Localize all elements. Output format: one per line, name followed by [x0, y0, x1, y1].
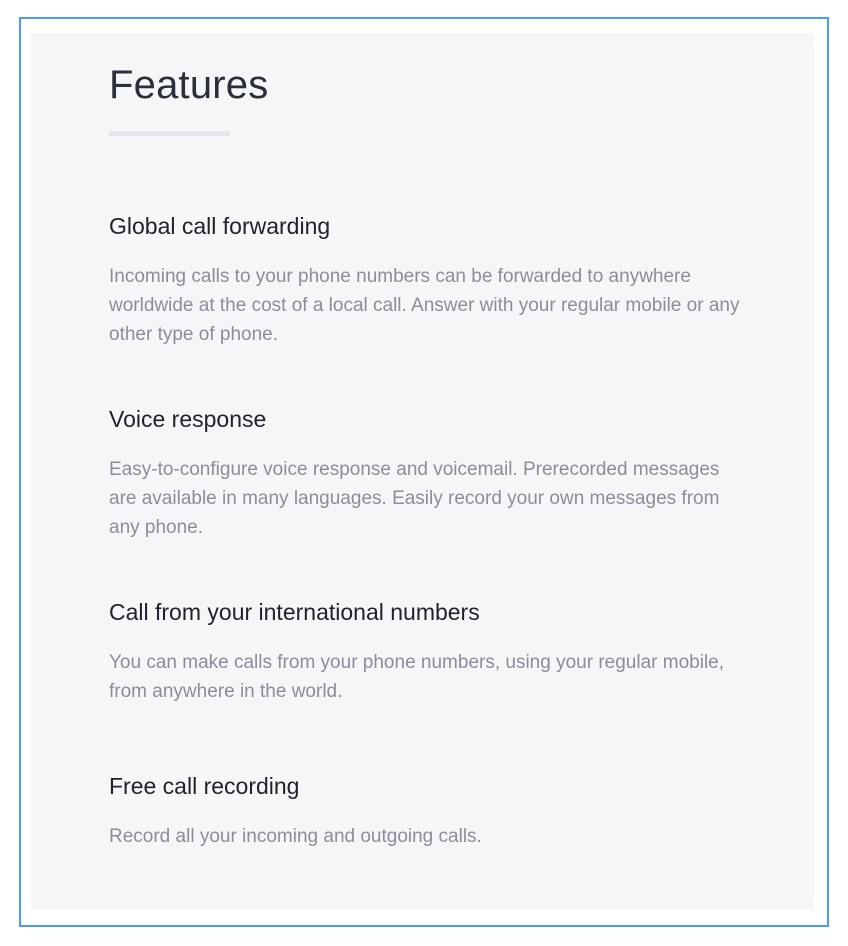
feature-title: Voice response [109, 406, 267, 432]
selection-frame [19, 17, 829, 927]
feature-free-call-recording [109, 772, 749, 851]
feature-description: You can make calls from your phone numbers, using your regular mobile, from anywhere in the world. [109, 652, 725, 702]
page-title: Features [109, 63, 269, 107]
features-content [109, 61, 749, 907]
feature-description: Record all your incoming and outgoing calls. [109, 826, 482, 847]
features-list [109, 212, 749, 851]
feature-call-from-international-numbers [109, 598, 749, 706]
feature-global-call-forwarding [109, 212, 749, 349]
feature-description: Incoming calls to your phone numbers can be forwarded to anywhere worldwide at the cost of a local call. Answer with your regular mobile or any other type of phone. [109, 266, 740, 345]
features-panel [31, 33, 814, 909]
feature-voice-response [109, 405, 749, 542]
feature-title: Free call recording [109, 773, 300, 799]
feature-description: Easy-to-configure voice response and voicemail. Prerecorded messages are available in many languages. Easily record your own messages from any phone. [109, 459, 720, 538]
feature-title: Global call forwarding [109, 213, 331, 239]
feature-title: Call from your international numbers [109, 599, 480, 625]
title-underline-divider [109, 131, 230, 136]
